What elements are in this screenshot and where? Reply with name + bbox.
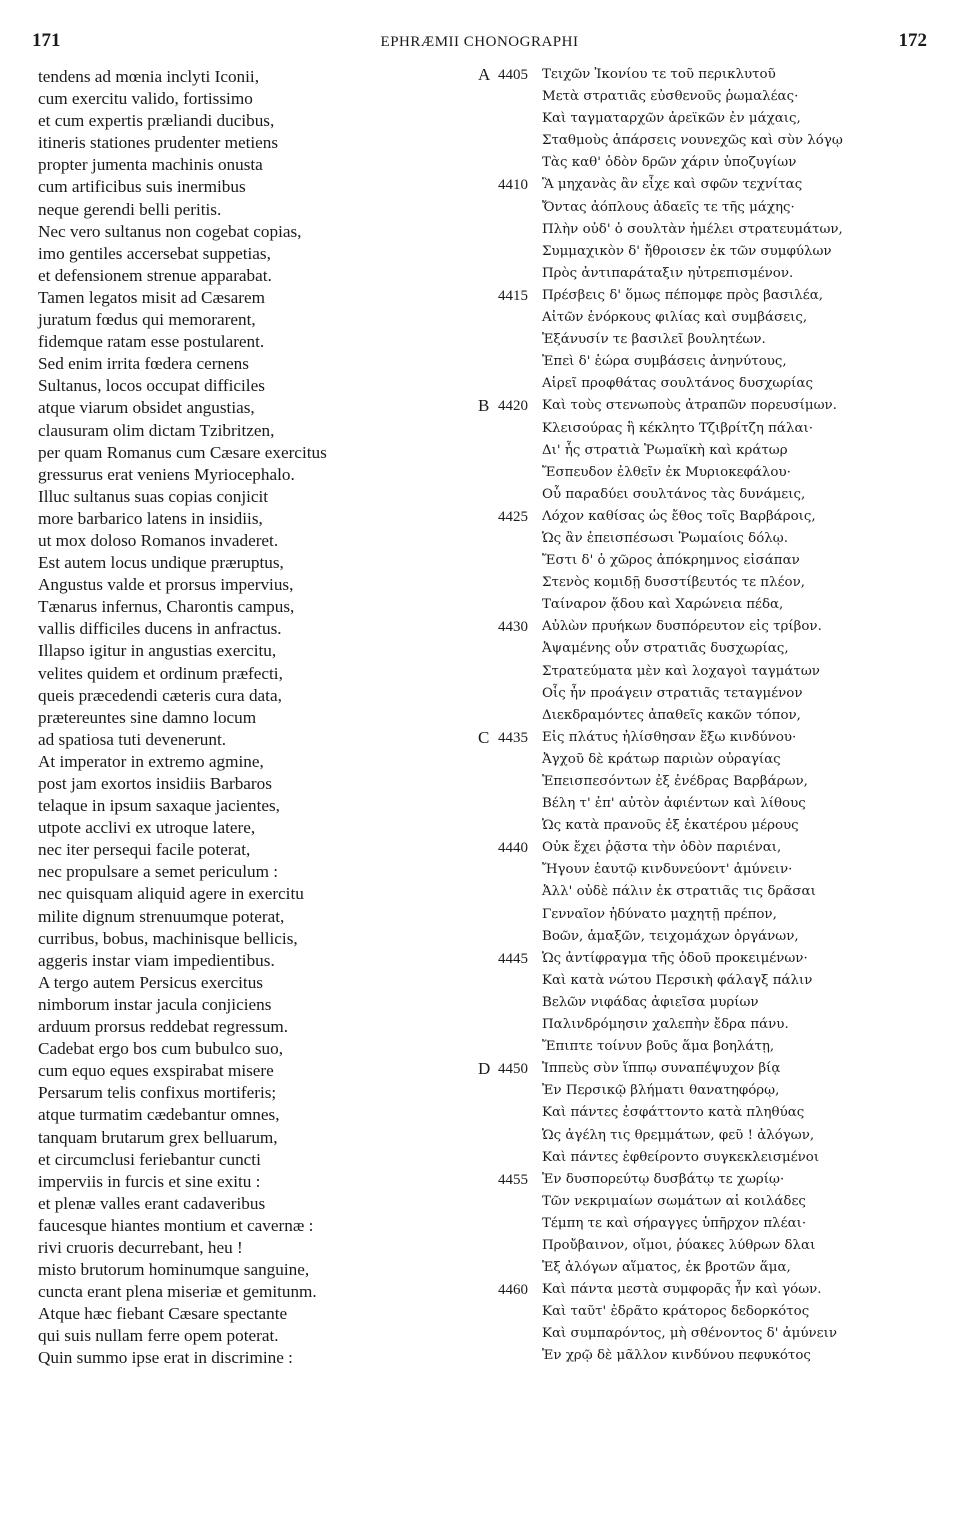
- latin-line: vallis difficiles ducens in anfractus.: [38, 619, 282, 639]
- greek-verse-text: Ἀψαμένης οὖν στρατιᾶς δυσχωρίας,: [542, 641, 789, 657]
- greek-line: [478, 1257, 938, 1279]
- greek-line: [478, 1301, 938, 1323]
- greek-verse-text: Ὡς ἀγέλη τις θρεμμάτων, φεῦ ! ἀλόγων,: [542, 1127, 815, 1143]
- greek-verse-text: Καὶ ταγματαρχῶν ἀρεϊκῶν ἐν μάχαις,: [542, 111, 801, 127]
- latin-line: aggeris instar viam impedientibus.: [38, 950, 275, 970]
- latin-line: cum equo eques exspirabat misere: [38, 1061, 274, 1081]
- greek-line: [478, 329, 938, 351]
- latin-line: tendens ad mœnia inclyti Iconii,: [38, 67, 259, 86]
- greek-line: [478, 395, 938, 417]
- greek-line: [478, 462, 938, 484]
- greek-verse-text: Ὡς ἂν ἐπεισπέσωσι Ῥωμαίοις δόλῳ.: [542, 530, 788, 546]
- greek-line: [478, 904, 938, 926]
- greek-verse-text: Ἐν χρῷ δὲ μᾶλλον κινδύνου πεφυκότος: [542, 1348, 811, 1364]
- latin-line: imo gentiles accersebat suppetias,: [38, 243, 271, 263]
- greek-verse-text: Καὶ συμπαρόντος, μὴ σθένοντος δ' ἀμύνειν: [542, 1326, 837, 1342]
- greek-line: [478, 859, 938, 881]
- greek-line: [478, 771, 938, 793]
- verse-number: 4425: [498, 508, 528, 525]
- greek-line: [478, 373, 938, 395]
- verse-number: 4440: [498, 840, 528, 857]
- greek-verse-text: Ταίναρον ᾅδου καὶ Χαρώνεια πέδα,: [542, 597, 784, 613]
- greek-verse-text: Ἔπιπτε τοίνυν βοῦς ἅμα βοηλάτῃ,: [542, 1039, 775, 1055]
- latin-line: itineris stationes prudenter metiens: [38, 133, 279, 153]
- latin-line: gressurus erat veniens Myriocephalo.: [38, 464, 295, 484]
- latin-line: clausuram olim dictam Tzibritzen,: [38, 420, 275, 440]
- greek-verse-text: Ἐξ ἀλόγων αἵματος, ἐκ βροτῶν ἅμα,: [542, 1260, 791, 1276]
- latin-line: rivi cruoris decurrebant, heu !: [38, 1237, 243, 1257]
- latin-line: Cadebat ergo bos cum bubulco suo,: [38, 1039, 284, 1059]
- greek-verse-text: Ἤγουν ἑαυτῷ κινδυνεύοντ' ἀμύνειν·: [542, 862, 793, 878]
- latin-line: Angustus valde et prorsus impervius,: [38, 575, 294, 595]
- latin-line: Atque hæc fiebant Cæsare spectante: [38, 1304, 288, 1324]
- latin-line: ut mox doloso Romanos invaderet.: [38, 530, 279, 550]
- section-marker: C: [478, 727, 490, 747]
- greek-verse-text: Γενναῖον ἠδύνατο μαχητῇ πρέπον,: [542, 906, 777, 922]
- verse-number: 4435: [498, 729, 528, 746]
- verse-number: 4410: [498, 177, 528, 194]
- greek-line: [478, 594, 938, 616]
- latin-line: et defensionem strenue apparabat.: [38, 265, 272, 285]
- page-number-right: 172: [898, 30, 927, 51]
- latin-line: et cum expertis præliandi ducibus,: [38, 111, 275, 131]
- greek-line: [478, 130, 938, 152]
- greek-line: [478, 881, 938, 903]
- latin-line: propter jumenta machinis onusta: [38, 155, 263, 175]
- greek-line: [478, 1014, 938, 1036]
- latin-line: fidemque ratam esse postularent.: [38, 332, 265, 352]
- latin-line: ad spatiosa tuti devenerunt.: [38, 729, 227, 749]
- latin-line: nec iter persequi facile poterat,: [38, 840, 251, 860]
- greek-line: [478, 616, 938, 638]
- greek-line: [478, 108, 938, 130]
- greek-verse-text: Πρὸς ἀντιπαράταξιν ηὐτρεπισμένον.: [542, 265, 794, 281]
- greek-verse-text: Στρατεύματα μὲν καὶ λοχαγοὶ ταγμάτων: [542, 663, 820, 679]
- section-marker: B: [478, 396, 490, 416]
- greek-line: [478, 506, 938, 528]
- greek-column: [478, 64, 938, 1368]
- greek-line: [478, 86, 938, 108]
- greek-verse-text: Ἀλλ' οὐδὲ πάλιν ἐκ στρατιᾶς τις δρᾶσαι: [542, 884, 816, 900]
- greek-line: [478, 683, 938, 705]
- greek-line: [478, 1213, 938, 1235]
- greek-line: [478, 1147, 938, 1169]
- section-marker: A: [478, 65, 491, 84]
- greek-verse-text: Ἃ μηχανὰς ἂν εἶχε καὶ σφῶν τεχνίτας: [542, 177, 803, 193]
- latin-line: imperviis in furcis et sine exitu :: [38, 1171, 261, 1191]
- greek-line: [478, 285, 938, 307]
- latin-line: velites quidem et ordinum præfecti,: [38, 663, 283, 683]
- greek-verse-text: Οὗ παραδύει σουλτάνος τὰς δυνάμεις,: [542, 486, 806, 502]
- verse-number: 4415: [498, 287, 528, 304]
- greek-line: [478, 1125, 938, 1147]
- verse-number: 4450: [498, 1061, 528, 1078]
- running-header: [32, 30, 927, 64]
- greek-verse-text: Τὰς καθ' ὁδὸν δρῶν χάριν ὑποζυγίων: [542, 155, 797, 171]
- greek-line: [478, 837, 938, 859]
- greek-verse-text: Παλινδρόμησιν χαλεπὴν ἔδρα πάνυ.: [542, 1017, 789, 1033]
- latin-line: Sed enim irrita fœdera cernens: [38, 354, 249, 374]
- latin-line: nec quisquam aliquid agere in exercitu: [38, 884, 304, 904]
- verse-number: 4420: [498, 398, 528, 415]
- greek-verse-text: Σταθμοὺς ἀπάρσεις νουνεχῶς καὶ σὺν λόγῳ: [542, 133, 843, 149]
- greek-verse-text: Καὶ ταῦτ' ἐδρᾶτο κράτορος δεδορκότος: [542, 1304, 810, 1320]
- greek-verse-text: Ἐν Περσικῷ βλήματι θανατηφόρῳ,: [542, 1083, 780, 1099]
- greek-line: [478, 219, 938, 241]
- verse-number: 4405: [498, 67, 528, 83]
- latin-line: misto brutorum hominumque sanguine,: [38, 1260, 310, 1280]
- greek-line: [478, 550, 938, 572]
- greek-line: [478, 1102, 938, 1124]
- latin-line: Tamen legatos misit ad Cæsarem: [38, 287, 265, 307]
- greek-line: [478, 992, 938, 1014]
- greek-line: [478, 661, 938, 683]
- latin-line: Tænarus infernus, Charontis campus,: [38, 597, 295, 617]
- greek-verse-text: Ἐπεισπεσόντων ἐξ ἐνέδρας Βαρβάρων,: [542, 774, 808, 789]
- latin-line: per quam Romanus cum Cæsare exercitus: [38, 442, 327, 462]
- greek-line: [478, 1345, 938, 1367]
- verse-number: 4460: [498, 1282, 528, 1299]
- greek-verse-text: Μετὰ στρατιᾶς εὐσθενοῦς ῥωμαλέας·: [542, 89, 799, 105]
- greek-verse-text: Καὶ πάντα μεστὰ συμφορᾶς ἦν καὶ γόων.: [542, 1282, 822, 1298]
- greek-line: [478, 307, 938, 329]
- latin-line: post jam exortos insidiis Barbaros: [38, 774, 272, 793]
- latin-column: [38, 66, 478, 1370]
- greek-line: [478, 1036, 938, 1058]
- latin-line: faucesque hiantes montium et cavernæ :: [38, 1215, 314, 1235]
- latin-line: nec propulsare a semet periculum :: [38, 862, 279, 882]
- section-marker: D: [478, 1059, 491, 1079]
- latin-line: qui suis nullam ferre opem poterat.: [38, 1326, 279, 1346]
- greek-verse-text: Καὶ πάντες ἐφθείροντο συγκεκλεισμένοι: [542, 1149, 820, 1165]
- latin-line: Sultanus, locos occupat difficiles: [38, 376, 265, 396]
- latin-line: et circumclusi feriebantur cuncti: [38, 1149, 261, 1169]
- latin-line: milite dignum strenuumque poterat,: [38, 906, 285, 926]
- latin-line: tanquam brutarum grex belluarum,: [38, 1127, 278, 1147]
- greek-line: [478, 1235, 938, 1257]
- greek-line: [478, 749, 938, 771]
- greek-verse-text: Καὶ κατὰ νώτου Περσικὴ φάλαγξ πάλιν: [542, 972, 813, 988]
- greek-line: [478, 1279, 938, 1301]
- greek-verse-text: Οὐκ ἔχει ῥᾷστα τὴν ὁδὸν παριέναι,: [542, 840, 782, 856]
- latin-line: atque turmatim cædebantur omnes,: [38, 1105, 280, 1125]
- greek-line: [478, 263, 938, 285]
- greek-line: [478, 1191, 938, 1213]
- greek-verse-text: Τειχῶν Ἰκονίου τε τοῦ περικλυτοῦ: [542, 67, 776, 82]
- greek-line: [478, 64, 938, 86]
- greek-verse-text: Αὐλὼν πρυήκων δυσπόρευτον εἰς τρίβον.: [542, 619, 822, 635]
- latin-line: Quin summo ipse erat in discrimine :: [38, 1348, 293, 1368]
- greek-line: [478, 815, 938, 837]
- greek-verse-text: Αἱρεῖ προφθάτας σουλτάνος δυσχωρίας: [542, 376, 813, 392]
- greek-line: [478, 705, 938, 727]
- latin-line: cuncta erant plena miseriæ et gemitunm.: [38, 1282, 317, 1302]
- running-title: EPHRÆMII CHONOGRAPHI: [380, 34, 579, 50]
- latin-line: Nec vero sultanus non cogebat copias,: [38, 221, 302, 241]
- latin-line: more barbarico latens in insidiis,: [38, 508, 263, 528]
- greek-verse-text: Λόχον καθίσας ὡς ἔθος τοῖς Βαρβάροις,: [542, 508, 816, 524]
- page-number-left: 171: [32, 30, 61, 51]
- greek-line: [478, 440, 938, 462]
- greek-verse-text: Ἱππεὺς σὺν ἵππῳ συναπέψυχον βίᾳ: [542, 1061, 781, 1077]
- greek-verse-text: Ἀγχοῦ δὲ κράτωρ παριὼν οὐραγίας: [542, 751, 781, 767]
- greek-verse-text: Καὶ πάντες ἐσφάττοντο κατὰ πληθύας: [542, 1105, 805, 1121]
- greek-line: [478, 638, 938, 660]
- latin-line: queis præcedendi cæteris cura data,: [38, 685, 282, 705]
- greek-line: [478, 1323, 938, 1345]
- greek-verse-text: Αἰτῶν ἐνόρκους φιλίας καὶ συμβάσεις,: [542, 310, 808, 326]
- verse-number: 4455: [498, 1171, 528, 1188]
- greek-line: [478, 926, 938, 948]
- greek-verse-text: Πρέσβεις δ' ὅμως πέπομφε πρὸς βασιλέα,: [542, 287, 824, 303]
- greek-verse-text: Βέλη τ' ἐπ' αὐτὸν ἀφιέντων καὶ λίθους: [542, 796, 806, 812]
- latin-line: At imperator in extremo agmine,: [38, 751, 264, 771]
- latin-line: cum exercitu valido, fortissimo: [38, 89, 253, 109]
- greek-verse-text: Τῶν νεκριμαίων σωμάτων αἱ κοιλάδες: [542, 1193, 806, 1209]
- greek-line: [478, 572, 938, 594]
- greek-verse-text: Εἰς πλάτυς ἠλίσθησαν ἔξω κινδύνου·: [542, 729, 797, 745]
- greek-verse-text: Ὡς κατὰ πρανοῦς ἐξ ἑκατέρου μέρους: [542, 818, 799, 834]
- latin-line: et plenæ valles erant cadaveribus: [38, 1193, 266, 1213]
- latin-line: curribus, bobus, machinisque bellicis,: [38, 928, 298, 948]
- greek-line: [478, 174, 938, 196]
- greek-line: [478, 727, 938, 749]
- greek-line: [478, 197, 938, 219]
- greek-verse-text: Συμμαχικὸν δ' ἤθροισεν ἐκ τῶν συμφύλων: [542, 243, 832, 259]
- greek-verse-text: Πλὴν οὐδ' ὁ σουλτὰν ἠμέλει στρατευμάτων,: [542, 221, 843, 237]
- greek-verse-text: Προὔβαινον, οἴμοι, ῥύακες λύθρων δλαι: [542, 1237, 816, 1253]
- greek-verse-text: Κλεισούρας ἣ κέκλητο Τζιβρίτζη πάλαι·: [542, 420, 814, 436]
- latin-line: Est autem locus undique præruptus,: [38, 553, 284, 573]
- greek-verse-text: Διεκδραμόντες ἀπαθεῖς κακῶν τόπον,: [542, 707, 801, 723]
- greek-line: [478, 970, 938, 992]
- latin-line: Persarum telis confixus mortiferis;: [38, 1083, 277, 1103]
- greek-verse-text: Ἐπεὶ δ' ἑώρα συμβάσεις ἀνηνύτους,: [542, 354, 787, 370]
- latin-line: Illuc sultanus suas copias conjicit: [38, 486, 269, 506]
- latin-line: neque gerendi belli peritis.: [38, 199, 222, 219]
- greek-verse-text: Ἐν δυσπορεύτῳ δυσβάτῳ τε χωρίῳ·: [542, 1171, 785, 1187]
- greek-verse-text: Βοῶν, ἁμαξῶν, τειχομάχων ὀργάνων,: [542, 928, 799, 944]
- latin-line: utpote acclivi ex utroque latere,: [38, 818, 256, 838]
- greek-line: [478, 948, 938, 970]
- greek-line: [478, 484, 938, 506]
- greek-line: [478, 1080, 938, 1102]
- verse-number: 4445: [498, 950, 528, 967]
- greek-verse-text: Στενὸς κομιδῇ δυσστίβευτός τε πλέον,: [542, 575, 805, 591]
- greek-verse-text: Δι' ἧς στρατιὰ Ῥωμαϊκὴ καὶ κράτωρ: [542, 442, 788, 458]
- latin-line: prætereuntes sine damno locum: [38, 707, 257, 727]
- latin-line: A tergo autem Persicus exercitus: [38, 972, 263, 992]
- latin-line: cum artificibus suis inermibus: [38, 177, 246, 197]
- greek-line: [478, 1058, 938, 1080]
- greek-line: [478, 793, 938, 815]
- greek-line: [478, 418, 938, 440]
- greek-verse-text: Ὡς ἀντίφραγμα τῆς ὁδοῦ προκειμένων·: [542, 950, 808, 966]
- greek-verse-text: Οἷς ἦν προάγειν στρατιᾶς τεταγμένον: [542, 685, 803, 701]
- verse-number: 4430: [498, 619, 528, 636]
- greek-verse-text: Ἔστι δ' ὁ χῶρος ἀπόκρημνος εἰσάπαν: [542, 553, 800, 569]
- greek-verse-text: Ἐξάνυσίν τε βασιλεῖ βουλητέων.: [542, 332, 766, 348]
- greek-verse-text: Ἔσπευδον ἐλθεῖν ἐκ Μυριοκεφάλου·: [542, 464, 791, 480]
- latin-line: juratum fœdus qui memorarent,: [38, 310, 256, 330]
- greek-line: [478, 351, 938, 373]
- greek-line: [478, 1169, 938, 1191]
- greek-line: [478, 152, 938, 174]
- latin-line: telaque in ipsum saxaque jacientes,: [38, 796, 280, 816]
- latin-line: arduum prorsus reddebat regressum.: [38, 1017, 289, 1037]
- greek-verse-text: Βελῶν νιφάδας ἀφιεῖσα μυρίων: [542, 994, 759, 1010]
- latin-line: nimborum instar jacula conjiciens: [38, 994, 272, 1014]
- greek-verse-text: Ὄντας ἀόπλους ἀδαεῖς τε τῆς μάχης·: [542, 199, 795, 215]
- greek-verse-text: Καὶ τοὺς στενωποὺς ἀτραπῶν πορευσίμων.: [542, 398, 837, 414]
- greek-line: [478, 241, 938, 263]
- latin-line: Illapso igitur in angustias exercitu,: [38, 641, 277, 661]
- greek-verse-text: Τέμπη τε καὶ σήραγγες ὑπῆρχον πλέαι·: [542, 1215, 807, 1231]
- greek-line: [478, 528, 938, 550]
- latin-line: atque viarum obsidet angustias,: [38, 398, 255, 418]
